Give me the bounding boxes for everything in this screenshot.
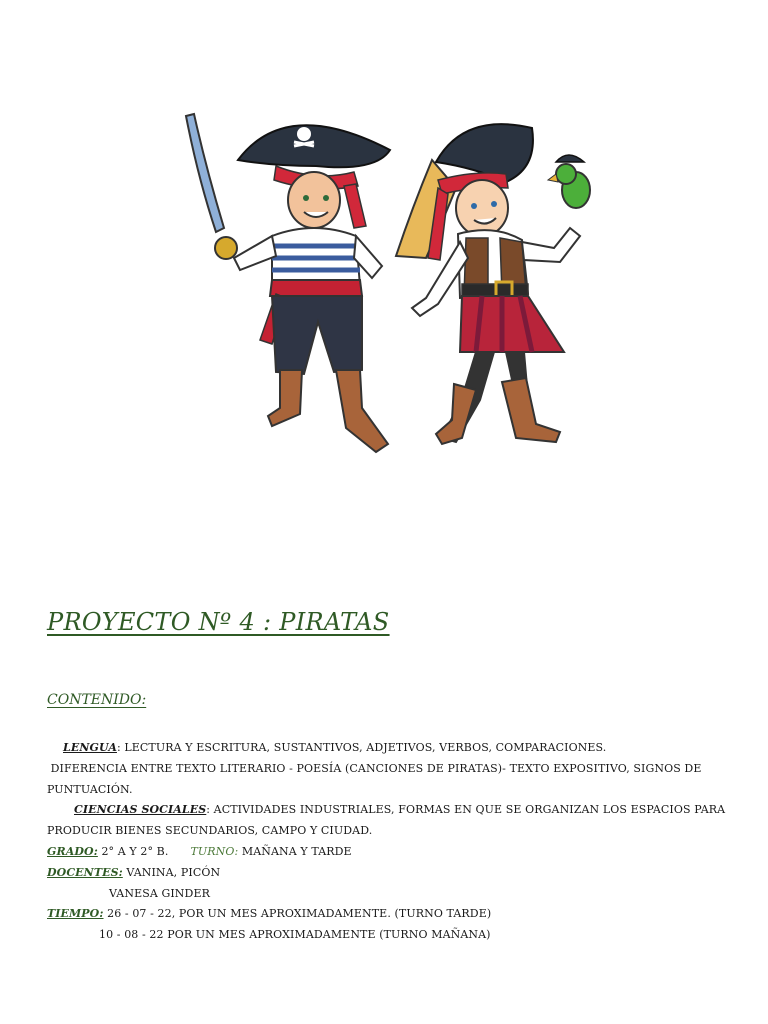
project-details (47, 738, 726, 946)
boy-pirate-figure (186, 114, 390, 452)
docentes-line (47, 863, 697, 884)
docentes-label: DOCENTES: (47, 865, 123, 879)
pirate-kids-illustration (176, 108, 600, 460)
ciencias-line (47, 800, 726, 821)
turno-value: MAÑANA Y TARDE (238, 844, 352, 858)
docentes-value-1: VANINA, PICÓN (122, 865, 221, 879)
girl-pirate-figure (396, 124, 590, 444)
lengua-line-3: PUNTUACIÓN. (47, 782, 133, 796)
tiempo-value-1: 26 - 07 - 22, POR UN MES APROXIMADAMENTE. (TURNO TARDE) (103, 907, 492, 921)
tiempo-line (47, 904, 697, 925)
page-title: PROYECTO Nº 4 : PIRATAS (47, 608, 390, 636)
turno-label: TURNO: (190, 844, 239, 858)
lengua-line (47, 738, 697, 759)
grado-line (47, 842, 697, 863)
tiempo-line-2: 10 - 08 - 22 POR UN MES APROXIMADAMENTE (TURNO MAÑANA) (99, 928, 491, 942)
lengua-text: : LECTURA Y ESCRITURA, SUSTANTIVOS, ADJETIVOS, VERBOS, COMPARACIONES. (116, 741, 607, 754)
lengua-line-2 (47, 759, 702, 780)
ciencias-label: CIENCIAS SOCIALES (74, 803, 207, 817)
tiempo-label: TIEMPO: (47, 907, 104, 921)
grado-label: GRADO: (47, 844, 98, 858)
ciencias-line-2: PRODUCIR BIENES SECUNDARIOS, CAMPO Y CIUDAD. (47, 824, 373, 838)
grado-value: 2° A Y 2° B. (97, 844, 169, 858)
contenido-heading: CONTENIDO: (47, 692, 147, 708)
ciencias-text: : ACTIVIDADES INDUSTRIALES, FORMAS EN QUE SE ORGANIZAN LOS ESPACIOS PARA (206, 803, 726, 817)
lengua-label: LENGUA (63, 741, 117, 754)
docentes-line-2: VANESA GINDER (109, 886, 210, 900)
lengua-text-2: DIFERENCIA ENTRE TEXTO LITERARIO - POESÍA (CANCIONES DE PIRATAS)- TEXTO EXPOSITIVO, SIGNOS DE (50, 761, 702, 775)
